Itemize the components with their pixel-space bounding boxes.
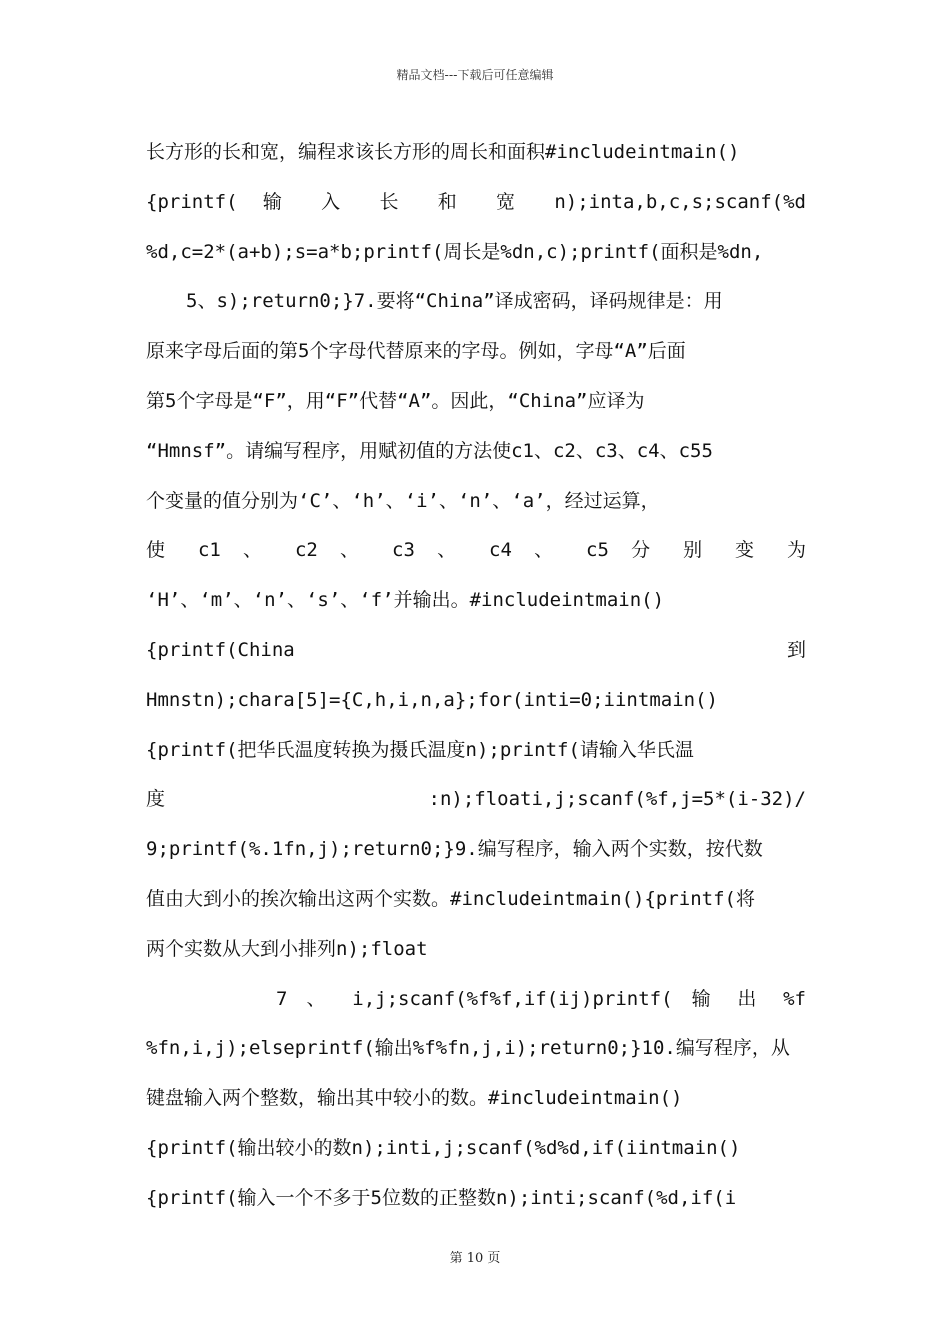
text-line: 第5个字母是“F”，用“F”代替“A”。因此，“China”应译为 — [146, 389, 645, 412]
text-line: 原来字母后面的第5个字母代替原来的字母。例如，字母“A”后面 — [146, 340, 686, 363]
document-body — [146, 128, 806, 1224]
text-line: “Hmnsf”。请编写程序，用赋初值的方法使c1、c2、c3、c4、c55 — [146, 439, 713, 462]
text-line: 使 c1 、 c2 、 c3 、 c4 、 c5 分 别 变 为 — [146, 539, 806, 562]
text-line: 个变量的值分别为‘C’、‘h’、‘i’、‘n’、‘a’，经过运算， — [146, 489, 660, 512]
text-line: 两个实数从大到小排列n);float — [146, 937, 428, 960]
text-line: 9;printf(%.1fn,j);return0;}9.编写程序，输入两个实数，按代数 — [146, 838, 763, 861]
text-line: 键盘输入两个整数，输出其中较小的数。#includeintmain() — [146, 1087, 683, 1110]
text-line: 度 :n);floati,j;scanf(%f,j=5*(i-32)/ — [146, 788, 806, 811]
text-line: 长方形的长和宽，编程求该长方形的周长和面积#includeintmain() — [146, 141, 740, 163]
page-header: 精品文档---下载后可任意编辑 — [396, 68, 554, 82]
text-line: {printf(输出较小的数n);inti,j;scanf(%d%d,if(iintmain() — [146, 1136, 741, 1159]
text-line: {printf(把华氏温度转换为摄氏温度n);printf(请输入华氏温 — [146, 738, 694, 761]
page-number: 第 10 页 — [449, 1251, 501, 1266]
text-line: 值由大到小的挨次输出这两个实数。#includeintmain(){printf(将 — [146, 887, 755, 910]
text-line: {printf(China 到 — [146, 638, 806, 661]
text-line: %fn,i,j);elseprintf(输出%f%fn,j,i);return0;}10.编写程序，从 — [146, 1037, 790, 1060]
text-line: %d,c=2*(a+b);s=a*b;printf(周长是%dn,c);printf(面积是%dn, — [146, 240, 764, 263]
text-line: 7 、 i,j;scanf(%f%f,if(ij)printf( 输 出 %f — [276, 987, 806, 1010]
text-line: Hmnstn);chara[5]={C,h,i,n,a};for(inti=0;iintmain() — [146, 688, 718, 711]
text-line: ‘H’、‘m’、‘n’、‘s’、‘f’并输出。#includeintmain() — [146, 589, 665, 612]
text-line: {printf(输入一个不多于5位数的正整数n);inti;scanf(%d,if(i — [146, 1186, 737, 1209]
text-line: {printf( 输 入 长 和 宽 n);inta,b,c,s;scanf(%d — [146, 190, 806, 213]
text-line: 5、s);return0;}7.要将“China”译成密码，译码规律是：用 — [186, 290, 723, 313]
